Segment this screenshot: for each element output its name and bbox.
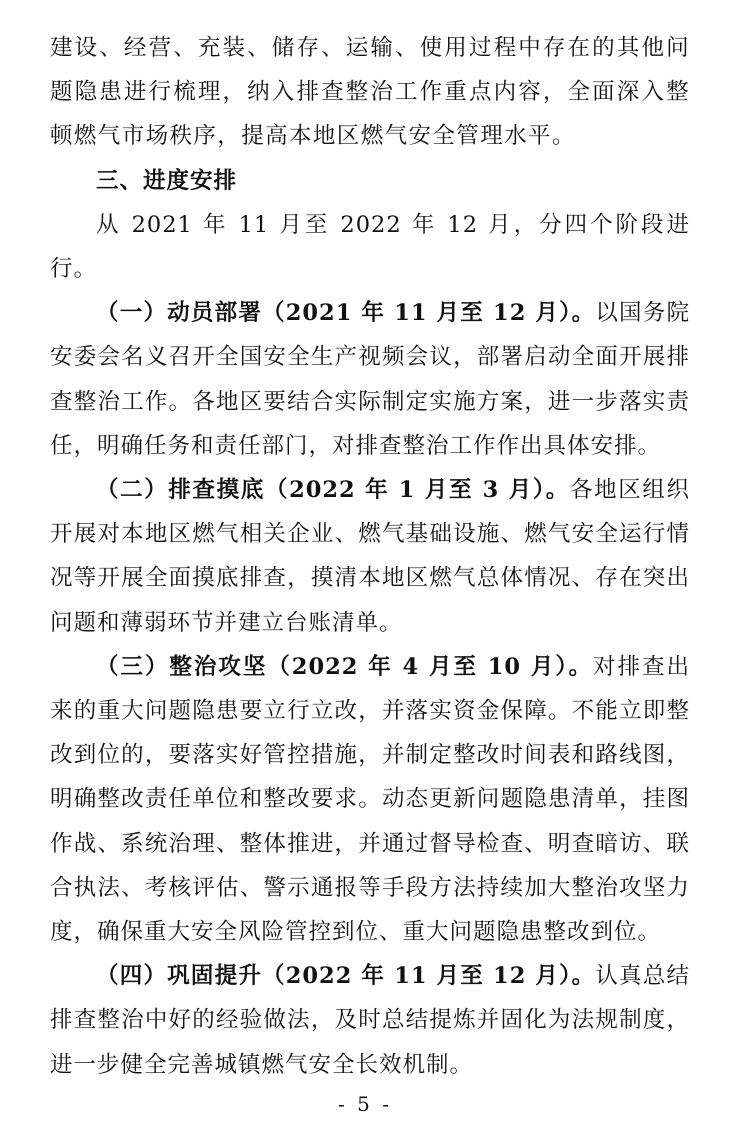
schedule-intro: 从 2021 年 11 月至 2022 年 12 月，分四个阶段进行。 xyxy=(50,211,690,283)
stage-2-text: 各地区组织开展对本地区燃气相关企业、燃气基础设施、燃气安全运行情况等开展全面摸底排查，摸清本地区燃气总体情况、存在突出问题和薄弱环节并建立台账清单。 xyxy=(50,477,690,636)
stage-1-title: （一）动员部署（2021 年 11 月至 12 月）。 xyxy=(96,300,596,327)
stage-2-paragraph xyxy=(50,468,690,645)
stage-3-text: 对排查出来的重大问题隐患要立行立改，并落实资金保障。不能立即整改到位的，要落实好管控措施，并制定整改时间表和路线图，明确整改责任单位和整改要求。动态更新问题隐患清单，挂图作战、系统治理、整体推进，并通过督导检查、明查暗访、联合执法、考核评估、警示通报等手段方法持续加大整治攻坚力度，确保重大安全风险管控到位、重大问题隐患整改到位。 xyxy=(50,653,690,946)
stage-2-title: （二）排查摸底（2022 年 1 月至 3 月）。 xyxy=(96,477,570,504)
stage-4-title: （四）巩固提升（2022 年 11 月至 12 月）。 xyxy=(96,963,596,990)
stage-3-title: （三）整治攻坚（2022 年 4 月至 10 月）。 xyxy=(96,653,594,680)
page-number: - 5 - xyxy=(338,1092,392,1116)
document-body xyxy=(50,26,690,1087)
stage-4-text: 认真总结排查整治中好的经验做法，及时总结提炼并固化为法规制度，进一步健全完善城镇燃气安全长效机制。 xyxy=(50,963,690,1078)
stage-4-paragraph xyxy=(50,954,690,1087)
stage-3-paragraph xyxy=(50,645,690,954)
paragraph-continuation: 建设、经营、充装、储存、运输、使用过程中存在的其他问题隐患进行梳理，纳入排查整治工作重点内容，全面深入整顿燃气市场秩序，提高本地区燃气安全管理水平。 xyxy=(50,35,690,150)
section-heading: 三、进度安排 xyxy=(96,167,238,194)
stage-1-text: 以国务院安委会名义召开全国安全生产视频会议，部署启动全面开展排查整治工作。各地区要结合实际制定实施方案，进一步落实责任，明确任务和责任部门，对排查整治工作作出具体安排。 xyxy=(50,300,690,459)
stage-1-paragraph xyxy=(50,291,690,468)
